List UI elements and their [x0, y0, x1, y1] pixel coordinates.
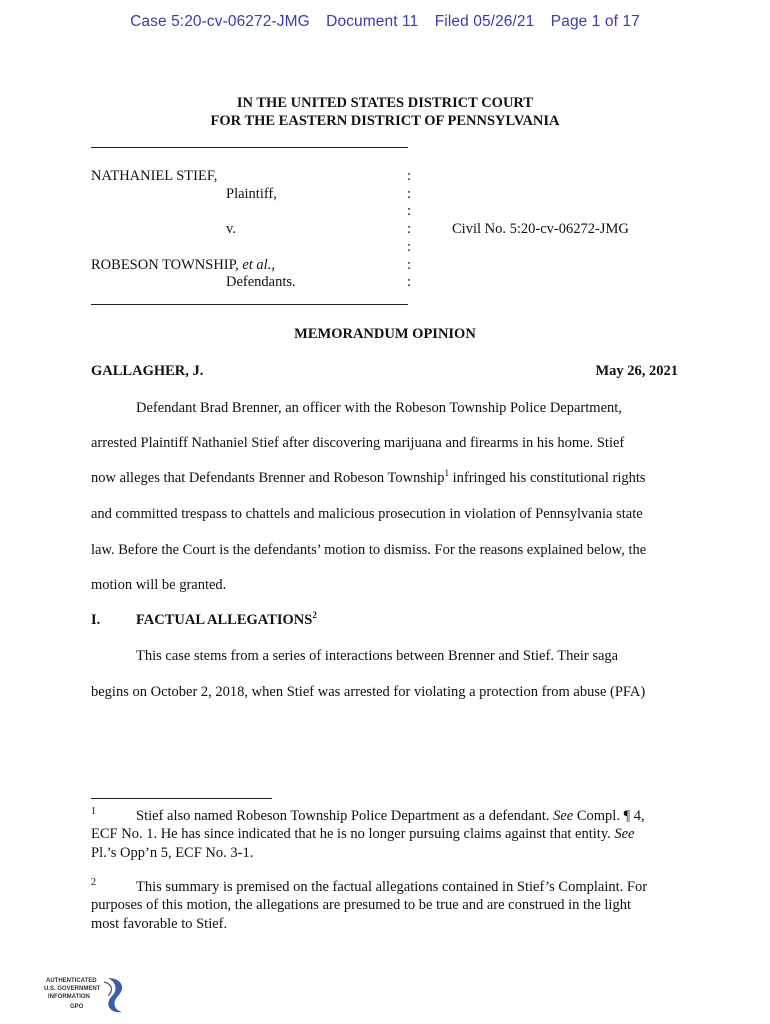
footnote-text: Compl. ¶ 4, [573, 808, 645, 824]
versus: v. [226, 221, 236, 237]
page-indicator: Page 1 of 17 [550, 13, 640, 30]
ecf-header-stamp [0, 13, 770, 31]
plaintiff-role: Plaintiff, [226, 186, 277, 202]
footnote-ref-1[interactable]: 1 [444, 468, 449, 478]
paragraph-line: law. Before the Court is the defendants’ motion to dismiss. For the reasons explained below, the [91, 542, 647, 558]
caption-colon: : [407, 257, 412, 273]
defendant-etal: et al., [242, 257, 275, 273]
seal-line2: U.S. GOVERNMENT [44, 986, 101, 992]
section-heading-text: FACTUAL ALLEGATIONS [136, 612, 313, 628]
paragraph-line [91, 470, 646, 487]
footnote-ref-2[interactable]: 2 [312, 610, 317, 620]
document-title: MEMORANDUM OPINION [294, 326, 476, 342]
footnote-line: most favorable to Stief. [91, 916, 228, 932]
footnote-line: purposes of this motion, the allegations are presumed to be true and are construed in the light [91, 897, 631, 913]
paragraph-line: begins on October 2, 2018, when Stief was arrested for violating a protection from abuse (PFA) [91, 684, 646, 700]
court-name-line1: IN THE UNITED STATES DISTRICT COURT [236, 95, 534, 111]
caption-colon: : [407, 221, 412, 237]
caption-colon: : [407, 274, 412, 290]
caption-colon: : [407, 239, 412, 255]
defendant-role: Defendants. [226, 274, 296, 290]
footnote-number: 1 [91, 806, 96, 817]
defendant-name [91, 257, 275, 274]
civil-number: Civil No. 5:20-cv-06272-JMG [452, 221, 629, 237]
seal-line3: INFORMATION [48, 994, 90, 1000]
footnote-line: This summary is premised on the factual allegations contained in Stief’s Complaint. For [136, 879, 648, 895]
caption-colon: : [407, 168, 412, 184]
caption-top-rule [91, 147, 408, 148]
signal-see: See [614, 826, 635, 842]
seal-line1: AUTHENTICATED [46, 978, 97, 984]
seal-line4: GPO [70, 1004, 84, 1010]
paragraph-line: and committed trespass to chattels and malicious prosecution in violation of Pennsylvania state [91, 506, 643, 522]
section-number: I. [91, 612, 101, 628]
court-name-line2: FOR THE EASTERN DISTRICT OF PENNSYLVANIA [210, 113, 560, 129]
section-heading [136, 612, 317, 629]
paragraph-line: motion will be granted. [91, 577, 227, 593]
signal-see: See [553, 808, 574, 824]
document-number: Document 11 [326, 13, 419, 30]
eagle-wing-icon [104, 982, 111, 996]
footnote-line [91, 826, 635, 843]
paragraph-line: Defendant Brad Brenner, an officer with the Robeson Township Police Department, [136, 400, 622, 416]
footnote-text: Stief also named Robeson Township Police Department as a defendant. [136, 808, 554, 824]
gpo-authentication-seal [44, 972, 128, 1016]
defendant-name-text: ROBESON TOWNSHIP, [91, 257, 239, 273]
paragraph-text: infringed his constitutional rights [449, 470, 646, 486]
plaintiff-name: NATHANIEL STIEF, [91, 168, 218, 184]
caption-colon: : [407, 186, 412, 202]
judge-name: GALLAGHER, J. [91, 363, 204, 379]
paragraph-text: now alleges that Defendants Brenner and Robeson Township [91, 470, 445, 486]
caption-bottom-rule [91, 304, 408, 305]
case-number: Case 5:20-cv-06272-JMG [130, 13, 310, 30]
footnote-text: ECF No. 1. He has since indicated that he is no longer pursuing claims against that entity. [91, 826, 615, 842]
filed-date: Filed 05/26/21 [434, 13, 535, 30]
footnote-line: Pl.’s Opp’n 5, ECF No. 3-1. [91, 845, 254, 861]
caption-colon: : [407, 203, 412, 219]
footnote-separator [91, 798, 272, 799]
opinion-date: May 26, 2021 [595, 363, 678, 379]
footnote-line [136, 808, 645, 825]
paragraph-line: arrested Plaintiff Nathaniel Stief after discovering marijuana and firearms in his home. Stief [91, 435, 625, 451]
eagle-icon [108, 978, 122, 1012]
footnote-number: 2 [91, 877, 96, 888]
paragraph-line: This case stems from a series of interactions between Brenner and Stief. Their saga [136, 648, 619, 664]
